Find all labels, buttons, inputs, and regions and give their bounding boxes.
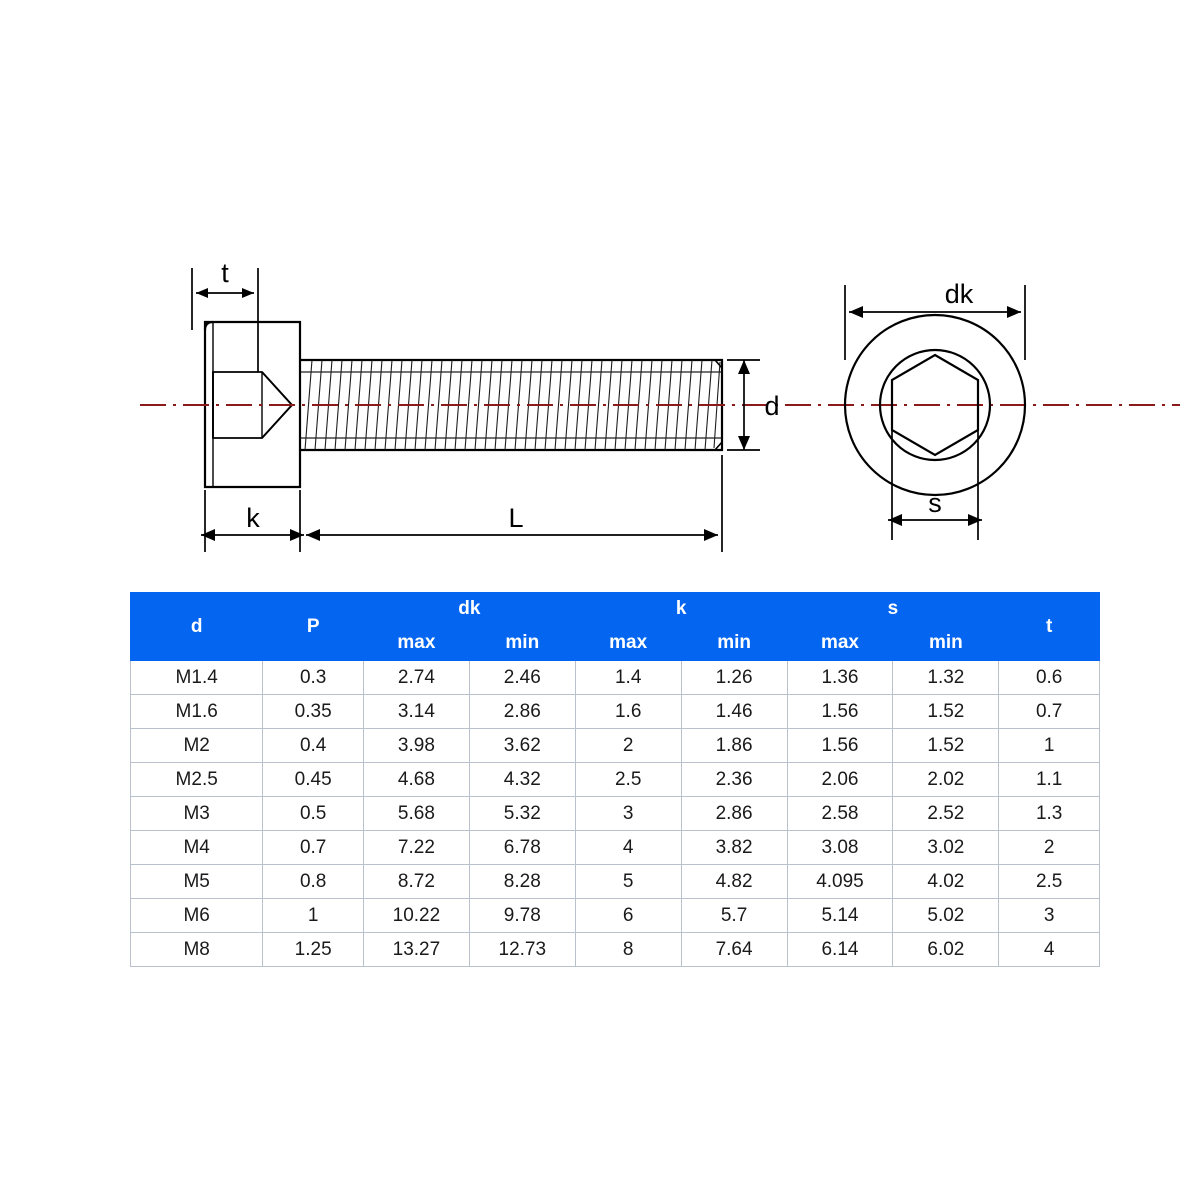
table-cell-s-min: 2.02 — [893, 763, 999, 797]
dimension-s — [888, 430, 982, 540]
table-cell-P: 0.5 — [263, 797, 364, 831]
table-cell-k-min: 5.7 — [681, 899, 787, 933]
table-cell-k-min: 2.36 — [681, 763, 787, 797]
table-cell-d: M1.6 — [131, 695, 263, 729]
table-cell-s-min: 1.52 — [893, 729, 999, 763]
table-cell-P: 1.25 — [263, 933, 364, 967]
table-cell-t-min: 1.3 — [999, 797, 1100, 831]
table-cell-s-max: 2.58 — [787, 797, 893, 831]
table-row — [131, 797, 1100, 831]
table-cell-dk-min: 2.86 — [469, 695, 575, 729]
table-cell-k-min: 7.64 — [681, 933, 787, 967]
table-cell-t-min: 1 — [999, 729, 1100, 763]
table-row — [131, 661, 1100, 695]
table-cell-t-min: 2.5 — [999, 865, 1100, 899]
table-cell-s-max: 6.14 — [787, 933, 893, 967]
table-cell-k-min: 1.26 — [681, 661, 787, 695]
table-cell-P: 0.35 — [263, 695, 364, 729]
label-L: L — [508, 503, 524, 533]
header-s: s — [787, 593, 999, 626]
table-cell-s-min: 6.02 — [893, 933, 999, 967]
table-cell-k-max: 6 — [575, 899, 681, 933]
table-cell-d: M2 — [131, 729, 263, 763]
table-cell-d: M8 — [131, 933, 263, 967]
label-dk: dk — [944, 279, 974, 309]
table-cell-k-min: 4.82 — [681, 865, 787, 899]
table-cell-k-max: 1.6 — [575, 695, 681, 729]
header-k-min: min — [681, 626, 787, 661]
table-row — [131, 695, 1100, 729]
table-cell-s-max: 4.095 — [787, 865, 893, 899]
header-dk: dk — [363, 593, 575, 626]
table-cell-P: 0.45 — [263, 763, 364, 797]
header-t: t — [999, 593, 1100, 661]
table-cell-P: 1 — [263, 899, 364, 933]
table-cell-dk-min: 2.46 — [469, 661, 575, 695]
table-row — [131, 763, 1100, 797]
table-cell-s-min: 5.02 — [893, 899, 999, 933]
table-cell-s-max: 1.56 — [787, 695, 893, 729]
table-cell-t-min: 3 — [999, 899, 1100, 933]
label-t: t — [221, 258, 229, 288]
table-row — [131, 865, 1100, 899]
table-cell-s-max: 3.08 — [787, 831, 893, 865]
header-p: P — [263, 593, 364, 661]
table-cell-k-min: 1.46 — [681, 695, 787, 729]
table-cell-s-max: 1.36 — [787, 661, 893, 695]
table-cell-s-min: 1.32 — [893, 661, 999, 695]
table-cell-d: M3 — [131, 797, 263, 831]
table-cell-t-min: 0.7 — [999, 695, 1100, 729]
table-cell-s-min: 2.52 — [893, 797, 999, 831]
label-s: s — [928, 488, 942, 518]
table-row — [131, 899, 1100, 933]
header-k-max: max — [575, 626, 681, 661]
table-cell-dk-max: 4.68 — [363, 763, 469, 797]
table-row — [131, 831, 1100, 865]
table-cell-P: 0.8 — [263, 865, 364, 899]
table-cell-d: M6 — [131, 899, 263, 933]
table-cell-d: M4 — [131, 831, 263, 865]
table-cell-d: M2.5 — [131, 763, 263, 797]
table-cell-dk-max: 7.22 — [363, 831, 469, 865]
table-cell-k-max: 1.4 — [575, 661, 681, 695]
header-s-min: min — [893, 626, 999, 661]
table-cell-s-max: 2.06 — [787, 763, 893, 797]
table-cell-P: 0.3 — [263, 661, 364, 695]
table-cell-s-max: 1.56 — [787, 729, 893, 763]
table-cell-k-min: 3.82 — [681, 831, 787, 865]
table-cell-k-max: 2.5 — [575, 763, 681, 797]
table-cell-dk-min: 8.28 — [469, 865, 575, 899]
table-cell-P: 0.7 — [263, 831, 364, 865]
dimension-drawing — [0, 0, 1200, 590]
table-cell-dk-min: 6.78 — [469, 831, 575, 865]
table-cell-t-min: 4 — [999, 933, 1100, 967]
table-cell-dk-min: 5.32 — [469, 797, 575, 831]
table-cell-t-min: 1.1 — [999, 763, 1100, 797]
table-cell-dk-max: 10.22 — [363, 899, 469, 933]
table-row — [131, 933, 1100, 967]
table-row — [131, 729, 1100, 763]
table-cell-dk-min: 3.62 — [469, 729, 575, 763]
header-dk-min: min — [469, 626, 575, 661]
table-cell-dk-max: 13.27 — [363, 933, 469, 967]
label-d: d — [764, 391, 780, 421]
dimension-dk — [845, 285, 1025, 360]
table-cell-P: 0.4 — [263, 729, 364, 763]
table-cell-k-min: 1.86 — [681, 729, 787, 763]
table-cell-dk-max: 3.14 — [363, 695, 469, 729]
table-cell-k-max: 8 — [575, 933, 681, 967]
table-cell-k-max: 4 — [575, 831, 681, 865]
header-dk-max: max — [363, 626, 469, 661]
table-cell-dk-max: 2.74 — [363, 661, 469, 695]
table-cell-t-min: 2 — [999, 831, 1100, 865]
label-k: k — [246, 503, 260, 533]
table-cell-dk-max: 8.72 — [363, 865, 469, 899]
table-cell-k-max: 2 — [575, 729, 681, 763]
table-cell-s-max: 5.14 — [787, 899, 893, 933]
table-cell-dk-min: 4.32 — [469, 763, 575, 797]
dimension-table — [130, 592, 1100, 967]
table-cell-t-min: 0.6 — [999, 661, 1100, 695]
table-cell-dk-max: 3.98 — [363, 729, 469, 763]
table-cell-dk-min: 9.78 — [469, 899, 575, 933]
table-cell-k-max: 5 — [575, 865, 681, 899]
spec-table — [130, 592, 1100, 967]
table-cell-s-min: 3.02 — [893, 831, 999, 865]
table-cell-s-min: 1.52 — [893, 695, 999, 729]
header-d: d — [131, 593, 263, 661]
table-cell-d: M1.4 — [131, 661, 263, 695]
table-cell-d: M5 — [131, 865, 263, 899]
header-k: k — [575, 593, 787, 626]
table-body — [131, 661, 1100, 967]
table-cell-dk-min: 12.73 — [469, 933, 575, 967]
table-cell-s-min: 4.02 — [893, 865, 999, 899]
table-cell-k-min: 2.86 — [681, 797, 787, 831]
header-s-max: max — [787, 626, 893, 661]
table-cell-dk-max: 5.68 — [363, 797, 469, 831]
table-group-header-row — [131, 593, 1100, 626]
table-cell-k-max: 3 — [575, 797, 681, 831]
